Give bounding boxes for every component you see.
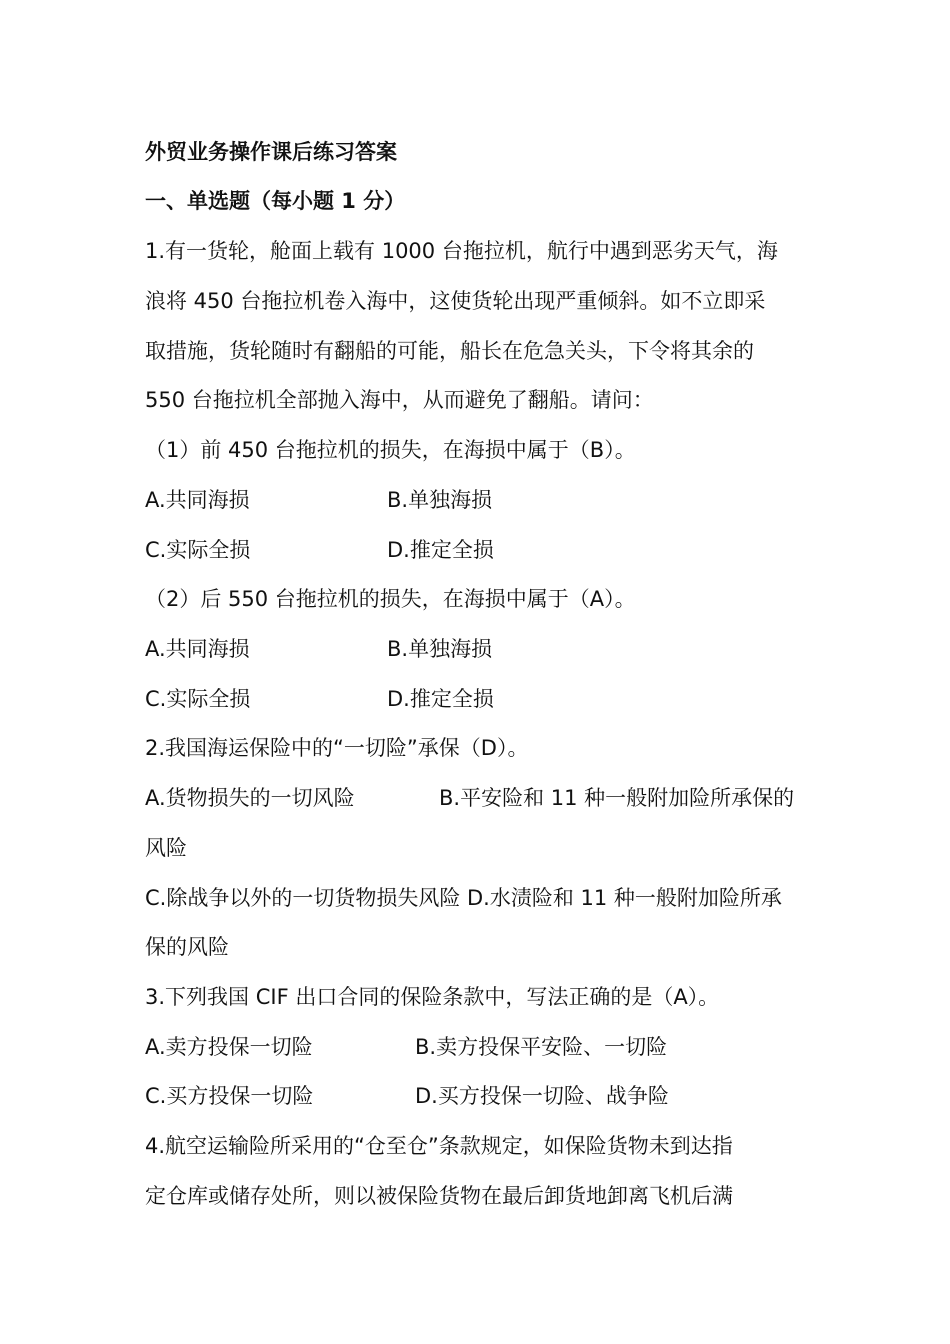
question-1-sub-2-options-row-2 xyxy=(145,684,494,714)
option-d: D.推定全损 xyxy=(387,538,494,562)
option-d: D.推定全损 xyxy=(387,687,494,711)
option-a: A.货物损失的一切风险 xyxy=(145,786,355,810)
question-2-option-b-continued: 风险 xyxy=(145,836,187,860)
option-c: C.实际全损 xyxy=(145,687,251,711)
option-b: B.单独海损 xyxy=(387,637,493,661)
question-1-sub-2-options-row-1 xyxy=(145,634,492,664)
question-1-sub-1-options-row-1 xyxy=(145,485,492,515)
section-heading: 一、单选题（每小题 1 分） xyxy=(145,189,406,213)
option-c: C.实际全损 xyxy=(145,538,251,562)
question-3-stem: 3.下列我国 CIF 出口合同的保险条款中，写法正确的是（A）。 xyxy=(145,985,720,1009)
option-c: C.买方投保一切险 xyxy=(145,1084,314,1108)
question-3-options-row-2 xyxy=(145,1081,669,1111)
question-2-stem: 2.我国海运保险中的“一切险”承保（D）。 xyxy=(145,736,529,760)
question-2-options-row-2: C.除战争以外的一切货物损失风险 D.水渍险和 11 种一般附加险所承 xyxy=(145,886,782,910)
option-a: A.卖方投保一切险 xyxy=(145,1035,313,1059)
option-b: B.平安险和 11 种一般附加险所承保的 xyxy=(439,786,795,810)
question-3-options-row-1 xyxy=(145,1032,667,1062)
question-2-option-d-continued: 保的风险 xyxy=(145,935,229,959)
document-title: 外贸业务操作课后练习答案 xyxy=(145,140,397,164)
question-1-sub-1-stem: （1）前 450 台拖拉机的损失，在海损中属于（B）。 xyxy=(145,438,636,462)
question-1-stem-line-2: 浪将 450 台拖拉机卷入海中，这使货轮出现严重倾斜。如不立即采 xyxy=(145,289,766,313)
option-b: B.卖方投保平安险、一切险 xyxy=(415,1035,668,1059)
option-d: D.买方投保一切险、战争险 xyxy=(415,1084,669,1108)
question-2-options-row-1 xyxy=(145,783,794,813)
question-1-stem-line-4: 550 台拖拉机全部抛入海中，从而避免了翻船。请问： xyxy=(145,388,654,412)
option-a: A.共同海损 xyxy=(145,488,250,512)
question-1-sub-1-options-row-2 xyxy=(145,535,494,565)
question-1-stem-line-3: 取措施，货轮随时有翻船的可能，船长在危急关头，下令将其余的 xyxy=(145,339,754,363)
question-1-stem-line-1: 1.有一货轮，舱面上载有 1000 台拖拉机，航行中遇到恶劣天气，海 xyxy=(145,239,778,263)
question-4-stem-line-1: 4.航空运输险所采用的“仓至仓”条款规定，如保险货物未到达指 xyxy=(145,1134,733,1158)
option-b: B.单独海损 xyxy=(387,488,493,512)
option-a: A.共同海损 xyxy=(145,637,250,661)
question-4-stem-line-2: 定仓库或储存处所，则以被保险货物在最后卸货地卸离飞机后满 xyxy=(145,1184,733,1208)
question-1-sub-2-stem: （2）后 550 台拖拉机的损失，在海损中属于（A）。 xyxy=(145,587,636,611)
